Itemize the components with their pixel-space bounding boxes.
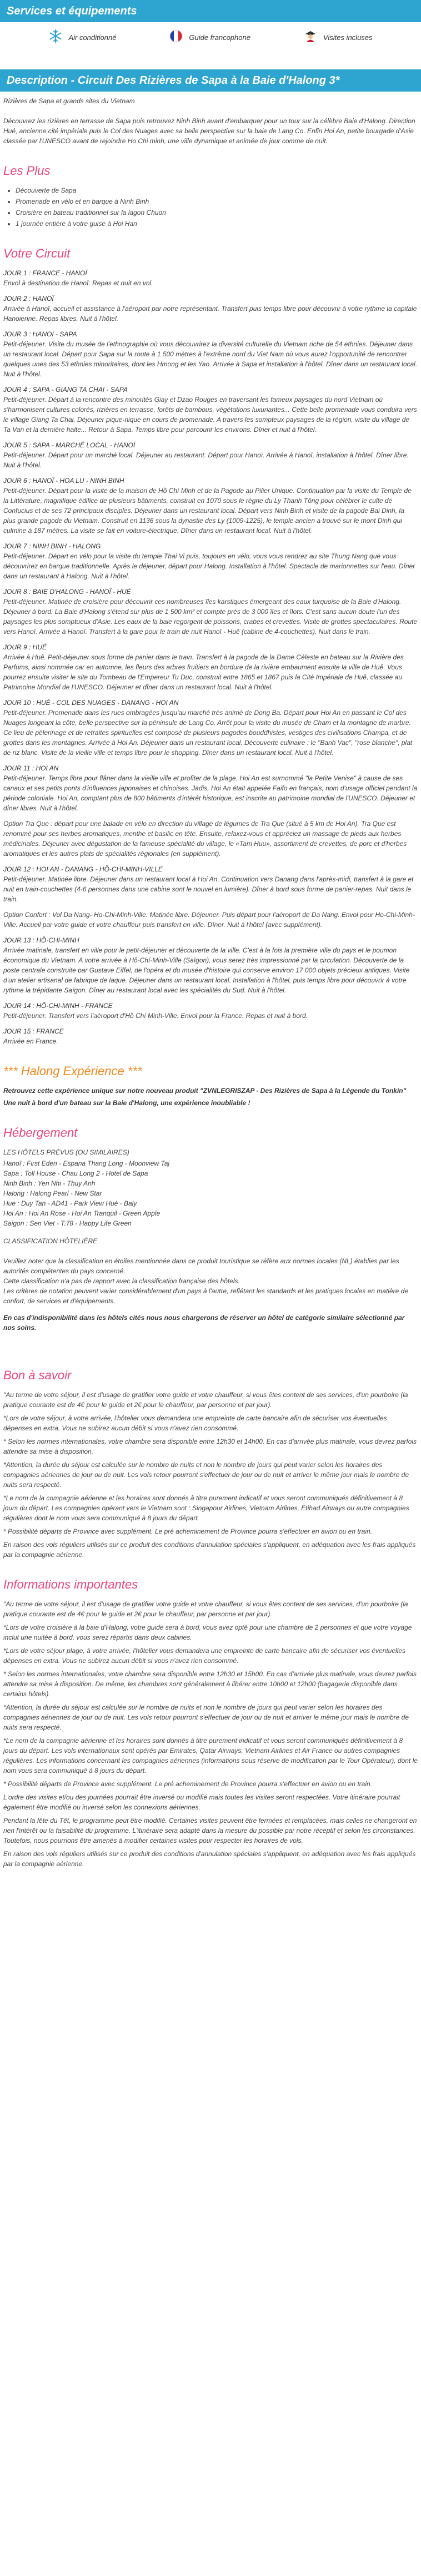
info-paragraph: Pendant la fête du Têt, le programme peut être modifié. Certaines visites peuvent être fermées et remplacées, mais celles ne changeront en rien l'intérêt ou la faisabilité du programme. L'itinéraire sera adapté dans la mesure du possible par notre réceptif et selon les circonstances. Toutefois, nous pourrions être amenés à modifier certaines visites pour respecter les horaires de vols.: [3, 1817, 417, 1844]
day-item: [3, 1001, 418, 1021]
info-paragraph: L'ordre des visites et/ou des journées pourrait être inversé ou modifié mais toutes les visites seront respectées. Votre itinéraire pourrait également être modifié ou inversé selon les connexions aériennes.: [3, 1793, 400, 1811]
info-paragraph: *Attention, la durée du séjour est calculée sur le nombre de nuits et non le nombre de jours qui peut varier selon les horaires des compagnies aériennes de jour ou de nuit. Les vols retour pourront s'effectuer de jour ou de nuit et arriver le même jour mais le nombre de nuits sera respecté.: [3, 1461, 409, 1489]
day-item: [3, 935, 418, 995]
day-title: JOUR 12 : HOI AN - DANANG - HỒ-CHI-MINH-VILLE: [3, 865, 163, 873]
day-text: Arrivée matinale, transfert en ville pour le petit-déjeuner et découverte de la ville. C'est à la fois la première ville du pays et le poumon économique du Vietnam. A votre arrivée à Hồ-Chí-Minh-Ville (Saïgon), vous serez très impressionné par la circulation. Découverte de la poste centrale construite par Gustave Eiffel, de l'opéra et du musée d'histoire qui conserve environ 17 000 objets précieux antiques. Visite d'un atelier artisanal de fabrique de laque. Déjeuner dans un restaurant local. Installation à l'hôtel, puis temps libre pour découvrir à votre rythme la trépidante Saïgon. Dîner au restaurant local avec les spécialités du Sud. Nuit à l'hôtel.: [3, 946, 410, 994]
day-text: Petit-déjeuner. Promenade dans les rues ombragées jusqu'au marché très animé de Dong Ba. Départ pour Hoi An en passant le Col des Nuages longeant la côte, belle perspective sur la péninsule de Lang Co. Arrêt pour la visite du musée de Cham et la montagne de marbre. Ce lieu de pèlerinage et de retraites spirituelles est composé de plusieurs pagodes bouddhistes, vestiges des civilisations Champa, et de grottes dans les montagnes. Arrivée à Hoi An. Déjeuner dans un restaurant local. Découverte culinaire : le "Banh Vac", "rose blanche", plat de riz blanc. Visite de la vieille ville et temps libre pour le shopping. Dîner dans un restaurant local. Nuit à l'hôtel.: [3, 709, 413, 757]
day-item: [3, 910, 418, 930]
day-item: [3, 587, 418, 637]
info-paragraph: * Selon les normes internationales, votre chambre sera disponible entre 12h30 et 15h00. En cas d'arrivée plus matinale, vous devrez parfois attendre sa mise à disposition. De même, les chambres sont généralement à libérer entre 10h00 et 12h00 (bagagerie disponible dans certains hôtels).: [3, 1670, 417, 1698]
hebergement-title: Hébergement: [3, 1126, 78, 1140]
informations-text: [3, 1599, 418, 1869]
day-title: JOUR 9 : HUÉ: [3, 643, 47, 651]
day-text: Arrivée à Hanoï, accueil et assistance à l'aéroport par notre représentant. Transfert puis temps libre pour découvrir à votre rythme la capitale Hanoienne. Repas libres. Nuit à l'hôtel.: [3, 305, 417, 322]
informations-title: Informations importantes: [3, 1577, 138, 1591]
french-flag-icon: [169, 29, 183, 47]
day-text: Petit-déjeuner. Départ à la rencontre des minorités Giay et Dzao Rouges en traversant les fameux paysages du nord Vietnam où s'harmonisent cultures colorés, rizières en terrasse, forêts de bambous, végétations luxuriantes... Cette belle promenade vous conduira vers le village Giang Ta Chai. Déjeuner pique-nique en cours de promenade. A travers les sompteux paysages de la région, visite du village de Ta Van et la dernière halte... Retour à Sapa. Temps libre pour parcourir les environs. Dîner et nuit à l'hôtel.: [3, 396, 417, 433]
day-title: JOUR 14 : HỒ-CHI-MINH - FRANCE: [3, 1002, 113, 1010]
day-item: [3, 294, 418, 324]
day-text: Petit-déjeuner. Départ pour un marché local. Déjeuner au restaurant. Départ pour Hanoï. Arrivée à Hanoï, installation à l'hôtel. Dîner libre. Nuit à l'hôtel.: [3, 451, 409, 469]
day-item: [3, 268, 418, 288]
hotels-title: LES HÔTELS PRÉVUS (OU SIMILAIRES): [3, 1148, 129, 1156]
info-paragraph: En raison des vols réguliers utilisés sur ce produit des conditions d'annulation spéciales s'appliquent, en adéquation avec les frais appliqués par la compagnie aérienne.: [3, 1541, 416, 1559]
day-item: [3, 541, 418, 581]
plus-item: • Promenade en vélo et en barque à Ninh Binh: [16, 196, 418, 206]
bon-a-savoir-text: [3, 1390, 418, 1560]
plus-item: • Découverte de Sapa: [16, 185, 418, 195]
service-label: Air conditionné: [68, 33, 117, 42]
info-paragraph: "Au terme de votre séjour, il est d'usage de gratifier votre guide et votre chauffeur, si vous êtes content de ses services, d'un pourboire (la pratique courante est de 4€ pour le guide et 2€ pour le chauffeur, par personne et par jour).: [3, 1600, 408, 1618]
day-title: JOUR 11 : HOI AN: [3, 764, 59, 772]
description-subtitle: Rizières de Sapa et grands sites du Vietnam: [3, 97, 135, 105]
day-text: Petit-déjeuner. Visite du musée de l'ethnographie où vous découvrirez la diversité culturelle du Vietnam riche de 54 ethnies. Déjeuner dans un restaurant local. Départ pour Sapa sur la route à 1 500 mètres à l'extrême nord du Viet Nam où vous aurez l'opportunité de rencontrer quelques unes des 53 ethnies minoritaires, dont les Hmong et les Yao. Arrivée à Sapa et installation à l'hôtel. Dîner dans un restaurant local. Nuit à l'hôtel.: [3, 340, 418, 378]
day-item: [3, 476, 418, 536]
hat-guide-icon: [303, 29, 318, 47]
description-title: Description - Circuit Des Rizières de Sapa à la Baie d'Halong 3*: [0, 69, 421, 92]
info-paragraph: * Selon les normes internationales, votre chambre sera disponible entre 12h30 et 14h00. En cas d'arrivée plus matinale, vous devrez parfois attendre sa mise à disposition.: [3, 1438, 417, 1455]
day-title: JOUR 6 : HANOÏ - HOA LU - NINH BINH: [3, 477, 124, 485]
day-item: [3, 864, 418, 904]
day-text: Petit-déjeuner. Transfert vers l'aéroport d'Hồ Chí Minh-Ville. Envol pour la France. Repas et nuit à bord.: [3, 1012, 308, 1020]
description-intro: Découvrez les rizières en terrasse de Sapa puis retrouvez Ninh Binh avant d'embarquer pour un tour sur la célèbre Baie d'Halong. Direction Hué, ancienne cité impériale puis le Col des Nuages avec sa belle perspective sur la baie de Lang Co. Enfin Hoi An, petite bourgade d'Asie classée par l'UNESCO avant de rejoindre Ho Chi minh, une ville dynamique et animée de jour comme de nuit.: [3, 117, 415, 145]
snowflake-icon: [48, 29, 63, 47]
bon-a-savoir-title: Bon à savoir: [3, 1368, 72, 1382]
info-paragraph: En raison des vols réguliers utilisés sur ce produit des conditions d'annulation spéciales s'appliquent, en adéquation avec les frais appliqués par la compagnie aérienne.: [3, 1850, 416, 1868]
hotel-line: Ninh Binh : Yen Nhi - Thuy Anh: [3, 1179, 96, 1187]
day-text: Petit-déjeuner. Départ pour la visite de la maison de Hồ Chí Minh et de la Pagode au Pilier Unique. Continuation par la visite du Temple de la Littérature, magnifique édifice de plusieurs bâtiments, construit en 1070 sous le règne du Ly Thanh Tông pour célébrer le culte de Confucius et de ses 72 principaux disciples. Déjeuner dans un restaurant local. Départ vers Ninh Binh et visite de la pagode Bai Dinh, la plus grande pagode du Vietnam. Construit en 1136 sous la dynastie des Ly (1009-1225), le temple ancien a trouvé sur le mont Dinh qui culmine à 187 mètres. La visite se fait en voiture-électrique. Dîner dans un restaurant local. Nuit à l'hôtel.: [3, 487, 412, 535]
day-title: JOUR 7 : NINH BINH - HALONG: [3, 542, 101, 550]
day-item: [3, 642, 418, 692]
classification-title: CLASSIFICATION HÔTELIÈRE: [3, 1237, 98, 1245]
day-text: Arrivée en France.: [3, 1037, 58, 1045]
circuit-title: Votre Circuit: [3, 246, 71, 260]
plus-list: [3, 185, 418, 229]
classification-text: Veuillez noter que la classification en étoiles mentionnée dans ce produit touristique se réfère aux normes locales (NL) établies par les autorités compétentes du pays concerné. Cette classification n'a pas de rapport avec la classification française des hôtels. Les critères de notation peuvent varier considérablement d'un pays à l'autre, reflétant les standards et les pratiques locales en matière de confort, de services et d'équipements.: [3, 1257, 408, 1305]
plus-item: • 1 journée entière à votre guise à Hoi Han: [16, 219, 418, 229]
day-item: [3, 763, 418, 813]
availability-notice: En cas d'indisponibilité dans les hôtels cités nous nous chargerons de réserver un hôtel de catégorie similaire sélectionné par nos soins.: [3, 1314, 405, 1332]
info-paragraph: * Possibilité départs de Province avec supplément. Le pré acheminement de Province pourra s'effectuer en avion ou en train.: [3, 1528, 373, 1535]
service-visits-included: [303, 29, 373, 47]
services-title: Services et équipements: [0, 0, 421, 22]
day-item: [3, 1026, 418, 1046]
day-title: JOUR 3 : HANOI - SAPA: [3, 330, 77, 338]
plus-title: Les Plus: [3, 164, 51, 178]
day-text: Petit-déjeuner. Départ en vélo pour la visite du temple Thai Vi puis, toujours en vélo, vous vous rendrez au site Thung Nang que vous découvrirez en barque traditionnelle. Après le déjeuner, départ pour Halong. Installation à l'hôtel. Spectacle de marionnettes sur l'eau. Dîner dans un restaurant à Halong. Nuit à l'hôtel.: [3, 552, 415, 580]
hotel-line: Saigon : Sen Viet - T.78 - Happy Life Green: [3, 1219, 132, 1227]
day-item: [3, 819, 418, 859]
day-title: JOUR 5 : SAPA - MARCHÉ LOCAL - HANOÏ: [3, 441, 136, 449]
services-row: [0, 22, 421, 53]
day-title: JOUR 15 : FRANCE: [3, 1027, 64, 1035]
day-text: Option Confort : Vol Da Nang- Ho-Chi-Minh-Ville. Matinée libre. Déjeuner. Puis départ pour l'aéroport de Da Nang. Envol pour Ho-Chi-Minh-Ville. Accueil par votre guide et votre chauffeur puis transfert en ville. Dîner. Nuit à l'hôtel (avec supplément).: [3, 911, 415, 929]
day-text: Petit-déjeuner. Matinée de croisière pour découvrir ces nombreuses îles karstiques émergeant des eaux turquoise de la Baie d'Halong. Déjeuner à bord. La Baie d'Halong s'étend sur plus de 1 500 km² et compte près de 3 000 îles et îlots. C'est sans aucun doute l'un des paysages les plus somptueux d'Asie. Les eaux de la baie regorgent de poissons, crabes et crevettes. Visite de grottes spectaculaires. Route vers Hanoï. Arrivée à Hanoï. Transfert à la gare pour le train de nuit Hanoï - Huê (cabine de 4-couchettes). Nuit dans le train.: [3, 598, 418, 636]
experience-title: *** Halong Expérience ***: [3, 1064, 142, 1078]
day-item: [3, 440, 418, 470]
hotel-line: Sapa : Toll House - Chau Long 2 - Hotel de Sapa: [3, 1169, 148, 1177]
hotel-line: Hue : Duy Tan - AD41 - Park View Hué - Baly: [3, 1199, 137, 1207]
info-paragraph: * Possibilité départs de Province avec supplément. Le pré acheminement de Province pourra s'effectuer en avion ou en train.: [3, 1780, 373, 1788]
hotels-list: [3, 1158, 418, 1228]
day-title: JOUR 1 : FRANCE - HANOÏ: [3, 269, 87, 277]
day-item: [3, 385, 418, 435]
info-paragraph: *Lors de votre séjour, à votre arrivée, l'hôtelier vous demandera une empreinte de carte bancaire afin de sécuriser vos éventuelles dépenses en extra. Vous ne subirez aucun débit si vous n'avez rien consommé.: [3, 1414, 387, 1432]
info-paragraph: "Au terme de votre séjour, il est d'usage de gratifier votre guide et votre chauffeur, si vous êtes content de ses services, d'un pourboire (la pratique courante est de 4€ pour le guide et 2€ pour le chauffeur, par personne et par jour).: [3, 1391, 408, 1409]
experience-line-1: Retrouvez cette expérience unique sur notre nouveau produit "ZVNLEGRISZAP - Des Rizières de Sapa à la Légende du Tonkin": [3, 1087, 407, 1095]
day-title: JOUR 2 : HANOÏ: [3, 295, 54, 303]
service-french-guide: [169, 29, 250, 47]
service-label: Visites incluses: [323, 33, 373, 42]
plus-item: • Croisière en bateau traditionnel sur la lagon Chuon: [16, 208, 418, 218]
day-title: JOUR 13 : HỒ-CHI-MINH: [3, 936, 79, 944]
day-item: [3, 698, 418, 758]
experience-line-2: Une nuit à bord d'un bateau sur la Baie d'Halong, une expérience inoubliable !: [3, 1099, 250, 1107]
hotel-line: Hoi An : Hoi An Rose - Hoi An Tranquil - Green Apple: [3, 1209, 161, 1217]
day-title: JOUR 4 : SAPA - GIANG TA CHAI - SAPA: [3, 386, 128, 394]
hotel-line: Halong : Halong Pearl - New Star: [3, 1189, 102, 1197]
hotel-line: Hanoï : First Eden - Espana Thang Long - Moonview Taj: [3, 1160, 170, 1167]
info-paragraph: *Lors de votre séjour plage, à votre arrivée, l'hôtelier vous demandera une empreinte de carte bancaire afin de sécuriser vos éventuelles dépenses en extra. Vous ne subirez aucun débit si vous n'avez rien consommé.: [3, 1647, 406, 1665]
info-paragraph: *Le nom de la compagnie aérienne et les horaires sont donnés à titre purement indicatif et vous seront communiqués définitivement à 8 jours du départ. Les vols internationaux sont opérés par Emirates, Qatar Airways, Vietnam Airlines et Air France ou autres compagnies régulières. Les informations concernant les compagnies aériennes (informations sous réserve de modification par le Tour Opérateur), dont le nom vous sera communiqué à 8 jours du départ.: [3, 1737, 418, 1775]
circuit-days: [3, 268, 418, 1046]
day-text: Petit-déjeuner. Temps libre pour flâner dans la vieille ville et profiter de la plage. Hoi An est surnommé "la Petite Venise" à cause de ses canaux et ses petits ponts d'influences japonaises et chinoises. Jadis, Hoi An était appelée Faifo en français, nom d'usage officiel pendant la période coloniale. Hoi An, comptant plus de 800 bâtiments d'intérêt historique, est inscrite au patrimoine mondial de l'UNESCO. Déjeuner et dîner libres. Nuit à l'hôtel.: [3, 774, 418, 812]
day-text: Arrivée à Huê. Petit-déjeuner sous forme de panier dans le train. Transfert à la pagode de la Dame Céleste en bateau sur la Rivière des Parfums, ainsi nommée car en automne, les fleurs des arbres fruitiers en bordure de la rivière embaument ensuite la ville de Huê. Vous pourrez ensuite visiter le site du Tombeau de l'Empereur Tu Duc, construit entre 1865 et 1867 puis la Cité Impériale de Huê, classée au Patrimoine Mondial de l'UNESCO. Déjeuner et dîner dans un restaurant local. Nuit à l'hôtel.: [3, 653, 404, 691]
info-paragraph: *Le nom de la compagnie aérienne et les horaires sont donnés à titre purement indicatif et vous seront communiqués définitivement à 8 jours du départ. Les compagnies opérant vers le Vietnam sont : Singapour Airlines, Vietnam Airlines, Etihad Airways ou autre compagnies régulières dont le nom vous sera communiqué à 8 jours du départ.: [3, 1494, 409, 1522]
day-title: JOUR 10 : HUÉ - COL DES NUAGES - DANANG - HOI AN: [3, 699, 179, 707]
service-label: Guide francophone: [189, 33, 250, 42]
day-text: Petit-déjeuner. Matinée libre. Déjeuner dans un restaurant local à Hoi An. Continuation vers Danang dans l'après-midi, transfert à la gare et nuit en train-couchettes (4-6 personnes dans une cabine sont le nouvel en lumière). Dîner à bord sous forme de panier-repas. Nuit dans le train.: [3, 875, 414, 903]
day-text: Envol à destination de Hanoï. Repas et nuit en vol.: [3, 279, 153, 287]
day-text: Option Tra Que : départ pour une balade en vélo en direction du village de légumes de Tra Que (situé à 5 km de Hoi An). Tra Que est renommé pour ses herbes aromatiques, menthe et basilic en tête. Ensuite, relaxez-vous et appréciez un massage de pieds aux herbes médicinales. Déjeuner avec dégustation de la fameuse spécialité du village, le «Tam Huu», assortiment de crevettes, de porc et d'herbes aromatiques et les autres plats de spécialités régionales (en supplément).: [3, 820, 407, 858]
day-title: JOUR 8 : BAIE D'HALONG - HANOÏ - HUÉ: [3, 588, 131, 596]
info-paragraph: *Lors de votre croisière à la baie d'Halong, votre guide sera à bord, vous avez opté pour une chambre de 2 personnes et que votre voyage inclut une nuitée à bord, vous serez répartis dans deux cabines.: [3, 1624, 412, 1641]
service-air-conditioning: [48, 29, 116, 47]
day-item: [3, 329, 418, 379]
info-paragraph: *Attention, la durée du séjour est calculée sur le nombre de nuits et non le nombre de jours qui peut varier selon les horaires des compagnies aériennes de jour ou de nuit. Les vols retour pourront s'effectuer de jour ou de nuit et arriver le même jour mais le nombre de nuits sera respecté.: [3, 1703, 409, 1731]
